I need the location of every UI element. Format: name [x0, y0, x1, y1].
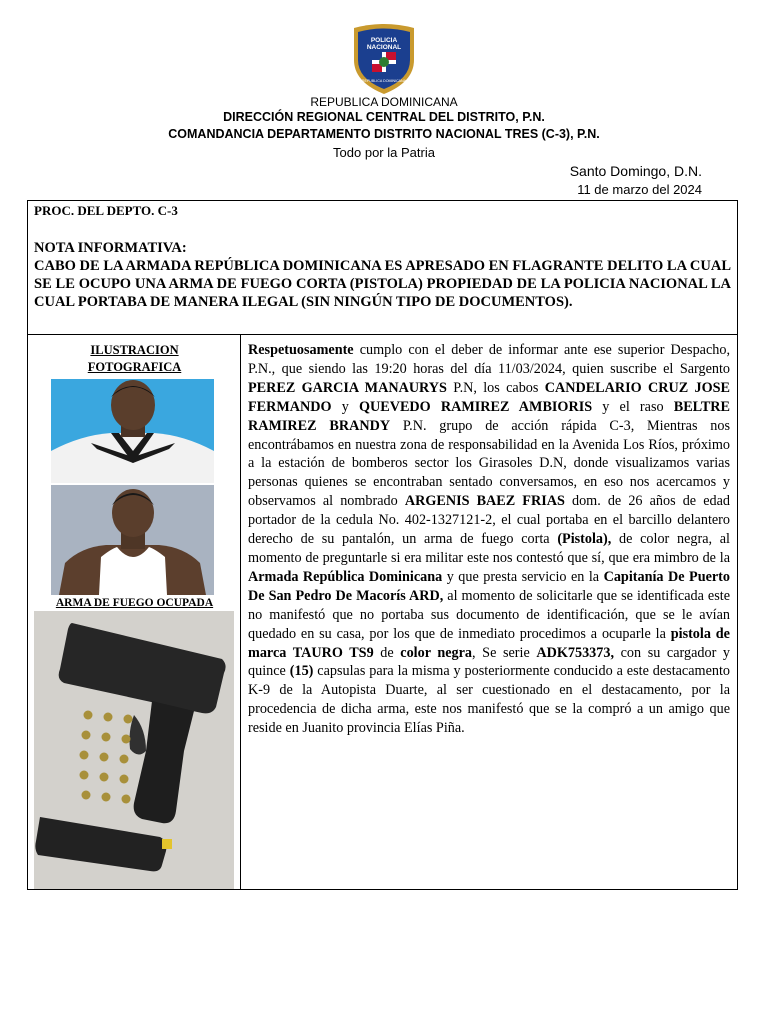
body-seg-2: cumplo con el deber de informar ante ese superior Despacho, P.N., que siendo las 19:20 horas del día 11/03/2024, quien suscribe el Sargento	[248, 342, 730, 377]
header-command: COMANDANCIA DEPARTAMENTO DISTRITO NACIONAL TRES (C-3), P.N.	[168, 127, 600, 141]
header-motto: Todo por la Patria	[333, 145, 435, 160]
body-seg-25: (15)	[289, 663, 314, 680]
body-seg-16: y que presta servicio en la	[442, 568, 604, 585]
nota-label: NOTA INFORMATIVA:	[34, 240, 187, 256]
body-seg-17: Capitanía De Puerto De San Pedro De Macorís ARD,	[248, 568, 730, 604]
body-seg-15: Armada República Dominicana	[248, 568, 443, 585]
seized-pistol-photo	[34, 611, 234, 889]
suspect-photo-2	[51, 485, 214, 595]
body-seg-8: y el raso	[592, 398, 674, 415]
document-place: Santo Domingo, D.N.	[569, 163, 702, 179]
body-seg-11: ARGENIS BAEZ FRIAS	[404, 493, 565, 510]
body-seg-13: (Pistola),	[557, 531, 620, 548]
body-seg-19: pistola de marca TAURO TS9	[248, 625, 730, 661]
header-directorate: DIRECCIÓN REGIONAL CENTRAL DEL DISTRITO, P.N.	[223, 110, 545, 124]
illustration-column	[28, 335, 241, 889]
body-seg-6: y	[331, 398, 359, 415]
logo-text-bottom: REPUBLICA DOMINICANA	[361, 79, 407, 83]
body-seg-23: ADK753373,	[536, 644, 615, 661]
body-seg-1: Respetuosamente	[248, 342, 354, 358]
report-heading-section	[28, 201, 737, 335]
logo-text-top: POLICIA	[370, 37, 398, 44]
body-seg-20: de	[373, 644, 401, 661]
illustration-title-line1: ILUSTRACION	[90, 343, 179, 357]
body-seg-9: BELTRE RAMIREZ BRANDY	[248, 398, 730, 434]
body-seg-3: PEREZ GARCIA MANAURYS	[248, 379, 447, 396]
report-body	[248, 341, 730, 738]
body-seg-21: color negra	[400, 644, 473, 661]
body-seg-22: , Se serie	[472, 644, 537, 661]
body-seg-5: CANDELARIO CRUZ JOSE FERMANDO	[248, 379, 731, 415]
body-seg-18: al momento de solicitarle que se identificada este no manifestó que no portaba sus documento de identificación, que se le avían quedado en su casa, por los que de inmediato procedimos a ocuparle la	[248, 587, 730, 642]
body-seg-7: QUEVEDO RAMIREZ AMBIORIS	[358, 398, 593, 415]
body-seg-14: de color negra, al momento de preguntarle si era militar este nos contestó que sí, que era mimbro de la	[248, 531, 730, 566]
logo-text-mid: NACIONAL	[366, 44, 402, 51]
gun-caption: ARMA DE FUEGO OCUPADA	[55, 597, 214, 609]
body-seg-12: dom. de 26 años de edad portador de la cedula No. 402-1327121-2, el cual portaba en el barcillo delantero derecho de su pantalón, un arma de fuego corta	[248, 493, 730, 548]
body-seg-4: P.N, los cabos	[446, 379, 545, 396]
proc-label: PROC. DEL DEPTO. C-3	[34, 203, 178, 218]
report-box	[27, 200, 738, 890]
illustration-title-line2: FOTOGRAFICA	[87, 360, 182, 374]
report-headline: CABO DE LA ARMADA REPÚBLICA DOMINICANA ES APRESADO EN FLAGRANTE DELITO LA CUAL SE LE OCUPO UNA ARMA DE FUEGO CORTA (PISTOLA) PROPIEDAD DE LA POLICIA NACIONAL LA CUAL PORTABA DE MANERA ILEGAL (SIN NINGÚN TIPO DE DOCUMENTOS).	[34, 258, 731, 310]
body-seg-10: P.N. grupo de acción rápida C-3, Mientras nos encontrábamos en nuestra zona de responsabilidad en la Avenida Los Ríos, próximo a la estación de bomberos sector los Girasoles D.N, donde visualizamos varias personas quienes se encontraban sentado conversamos, en eso nos acercamos y observamos al nombrado	[248, 417, 730, 510]
body-seg-24: con su cargador y quince	[248, 644, 730, 680]
police-shield-logo	[348, 22, 420, 96]
header-country: REPUBLICA DOMINICANA	[310, 95, 458, 109]
document-date: 11 de marzo del 2024	[577, 182, 702, 197]
suspect-photo-1	[51, 379, 214, 483]
body-seg-26: capsulas para la misma y posteriormente conducido a este destacamento K-9 de la Autopista Duarte, al ser cuestionado en el destacamento, por la procedencia de dicha arma, este nos manifestó que se la compró a un amigo que reside en Juanito provincia Elías Piña.	[248, 663, 730, 737]
illustration-title	[28, 342, 241, 376]
